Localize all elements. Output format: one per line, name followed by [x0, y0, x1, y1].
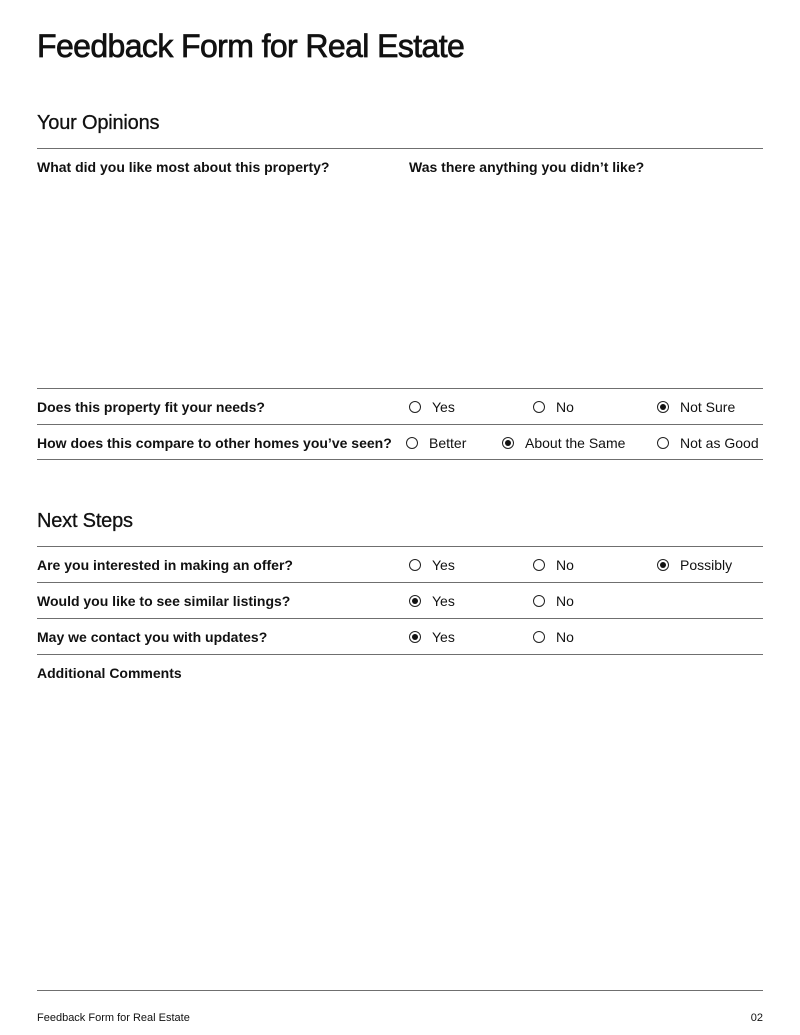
option-label: Not as Good: [680, 435, 759, 451]
radio-button[interactable]: [533, 401, 545, 413]
radio-button[interactable]: [657, 437, 669, 449]
compare-option-better[interactable]: [406, 434, 466, 452]
liked-answer-area[interactable]: [37, 182, 391, 378]
liked-question-label: What did you like most about this property?: [37, 159, 330, 175]
radio-button[interactable]: [533, 595, 545, 607]
option-label: No: [556, 399, 574, 415]
footer-title: Feedback Form for Real Estate: [37, 1012, 190, 1024]
option-label: About the Same: [525, 435, 626, 451]
offer-option-yes[interactable]: [409, 556, 455, 574]
contact-question-label: May we contact you with updates?: [37, 629, 268, 645]
option-label: Not Sure: [680, 399, 736, 415]
option-label: Better: [429, 435, 467, 451]
section-heading-opinions: Your Opinions: [37, 112, 160, 134]
similar-question-label: Would you like to see similar listings?: [37, 593, 291, 609]
option-label: Yes: [432, 593, 455, 609]
divider: [37, 388, 763, 389]
fit-question-label: Does this property fit your needs?: [37, 399, 265, 415]
section-heading-next-steps: Next Steps: [37, 510, 133, 532]
radio-button-selected[interactable]: [657, 401, 669, 413]
divider: [37, 618, 763, 619]
compare-option-not-as-good[interactable]: [657, 434, 759, 452]
contact-option-no[interactable]: [533, 628, 574, 646]
page-number: 02: [750, 1012, 763, 1024]
fit-option-yes[interactable]: [409, 398, 455, 416]
radio-button-selected[interactable]: [409, 595, 421, 607]
disliked-answer-area[interactable]: [409, 182, 763, 378]
comments-label: Additional Comments: [37, 665, 182, 681]
compare-option-about-same[interactable]: [502, 434, 625, 452]
option-label: Yes: [432, 557, 455, 573]
divider: [37, 459, 763, 460]
disliked-question-label: Was there anything you didn’t like?: [409, 159, 645, 175]
radio-button[interactable]: [533, 559, 545, 571]
similar-option-no[interactable]: [533, 592, 574, 610]
option-label: No: [556, 557, 574, 573]
offer-option-possibly[interactable]: [657, 556, 732, 574]
radio-button[interactable]: [409, 401, 421, 413]
divider: [37, 546, 763, 547]
page-title: Feedback Form for Real Estate: [37, 28, 465, 64]
footer-divider: [37, 990, 763, 991]
radio-button-selected[interactable]: [409, 631, 421, 643]
option-label: No: [556, 629, 574, 645]
divider: [37, 424, 763, 425]
radio-button-selected[interactable]: [657, 559, 669, 571]
option-label: Yes: [432, 629, 455, 645]
radio-button-selected[interactable]: [502, 437, 514, 449]
divider: [37, 148, 763, 149]
fit-option-no[interactable]: [533, 398, 574, 416]
option-label: No: [556, 593, 574, 609]
contact-option-yes[interactable]: [409, 628, 455, 646]
option-label: Possibly: [680, 557, 733, 573]
divider: [37, 582, 763, 583]
similar-option-yes[interactable]: [409, 592, 455, 610]
radio-button[interactable]: [406, 437, 418, 449]
fit-option-not-sure[interactable]: [657, 398, 735, 416]
compare-question-label: How does this compare to other homes you’ve seen?: [37, 435, 392, 451]
radio-button[interactable]: [533, 631, 545, 643]
divider: [37, 654, 763, 655]
offer-option-no[interactable]: [533, 556, 574, 574]
radio-button[interactable]: [409, 559, 421, 571]
comments-area[interactable]: [37, 688, 763, 980]
option-label: Yes: [432, 399, 455, 415]
offer-question-label: Are you interested in making an offer?: [37, 557, 293, 573]
